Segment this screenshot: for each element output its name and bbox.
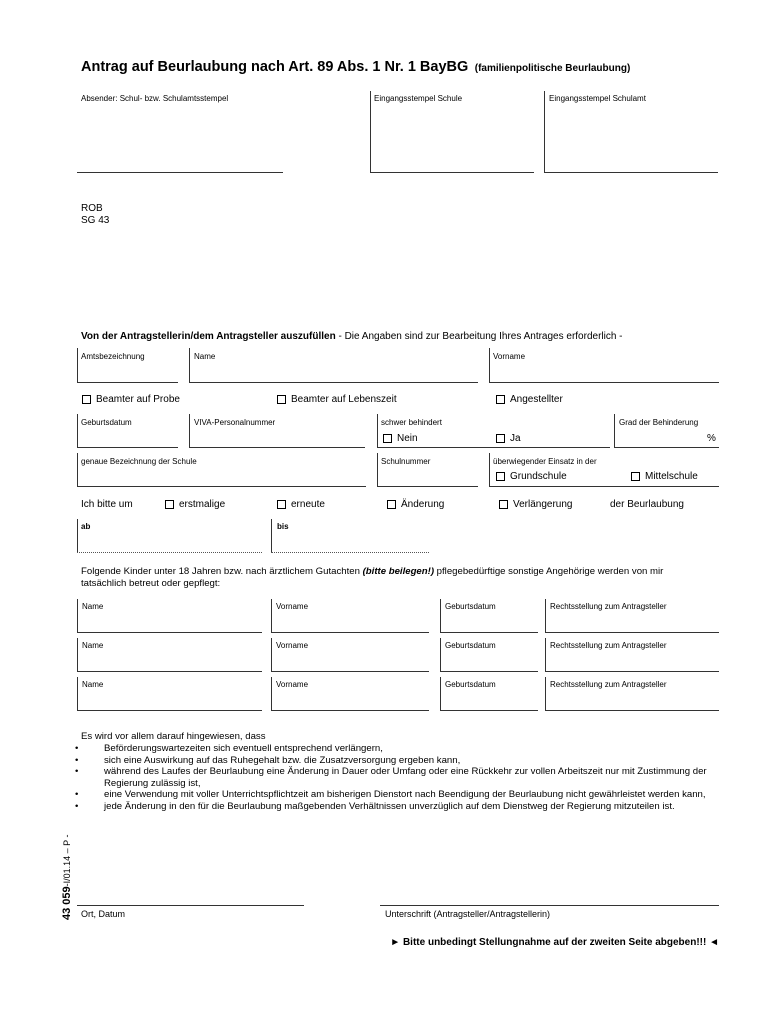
aenderung-checkbox[interactable] [387, 500, 396, 509]
vorname-field[interactable] [489, 382, 719, 383]
form-title-sub: (familienpolitische Beurlaubung) [474, 63, 631, 74]
child-geburtsdatum-border [440, 638, 441, 672]
place-date-label: Ort, Datum [81, 909, 126, 919]
nein-label: Nein [397, 433, 418, 444]
viva-label: VIVA-Personalnummer [194, 418, 276, 427]
grad-border [614, 414, 615, 448]
child-vorname-label: Vorname [276, 602, 309, 611]
school-stamp-left-border [370, 91, 371, 172]
child-geburtsdatum-field[interactable] [440, 632, 538, 633]
notes-intro: Es wird vor allem darauf hingewiesen, dass [81, 731, 266, 742]
percent-sign: % [707, 433, 716, 444]
child-rechtsstellung-label: Rechtsstellung zum Antragsteller [550, 602, 667, 611]
form-code-number: 43 059 [61, 886, 73, 920]
ja-label: Ja [510, 433, 521, 444]
child-name-border [77, 599, 78, 633]
child-rechtsstellung-label: Rechtsstellung zum Antragsteller [550, 641, 667, 650]
bis-field[interactable] [271, 552, 429, 553]
mittelschule-label: Mittelschule [645, 471, 698, 482]
school-stamp-line [370, 172, 534, 173]
child-rechtsstellung-field[interactable] [545, 710, 719, 711]
aenderung-label: Änderung [401, 499, 445, 510]
recipient-line-2: SG 43 [81, 215, 110, 226]
section-heading-bold: Von der Antragstellerin/dem Antragsteller auszufüllen [81, 331, 336, 342]
form-title-main: Antrag auf Beurlaubung nach Art. 89 Abs. 1 Nr. 1 BayBG [81, 59, 469, 75]
child-rechtsstellung-field[interactable] [545, 632, 719, 633]
second-page-note: ► Bitte unbedingt Stellungnahme auf der zweiten Seite abgeben!!! ◄ [390, 937, 719, 948]
viva-field[interactable] [189, 447, 365, 448]
children-intro-line-2: tatsächlich betreut oder gepflegt: [81, 577, 221, 589]
child-rechtsstellung-border [545, 599, 546, 633]
child-vorname-field[interactable] [271, 710, 429, 711]
office-stamp-left-border [544, 91, 545, 172]
schwer-behindert-line [377, 447, 610, 448]
child-geburtsdatum-label: Geburtsdatum [445, 641, 496, 650]
signature-field[interactable] [380, 905, 719, 906]
einsatz-border [489, 453, 490, 487]
form-code-rest: -I/01.14 – P - [62, 834, 72, 887]
office-stamp-label: Eingangsstempel Schulamt [549, 94, 646, 103]
form-title [81, 58, 630, 76]
child-vorname-border [271, 599, 272, 633]
amtsbezeichnung-label: Amtsbezeichnung [81, 352, 145, 361]
child-name-label: Name [82, 602, 104, 611]
ab-field[interactable] [77, 552, 262, 553]
viva-border [189, 414, 190, 448]
schule-border [77, 453, 78, 487]
grad-field[interactable] [614, 447, 719, 448]
form-code [62, 834, 73, 920]
bis-label: bis [277, 522, 289, 531]
name-border [189, 348, 190, 383]
request-suffix: der Beurlaubung [610, 499, 684, 510]
vorname-border [489, 348, 490, 383]
amtsbezeichnung-border [77, 348, 78, 383]
section-heading-rest: - Die Angaben sind zur Bearbeitung Ihres Antrages erforderlich - [335, 331, 623, 342]
bis-border [271, 519, 272, 553]
list-item: • sich eine Auswirkung auf das Ruhegehalt bzw. die Zusatzversorgung ergeben kann, [75, 755, 715, 767]
section-heading [81, 331, 623, 342]
office-stamp-line [544, 172, 718, 173]
child-name-field[interactable] [77, 671, 262, 672]
schwer-behindert-border [377, 414, 378, 448]
child-rechtsstellung-border [545, 638, 546, 672]
einsatz-label: überwiegender Einsatz in der [493, 457, 597, 466]
notes-list [75, 743, 715, 812]
child-geburtsdatum-label: Geburtsdatum [445, 680, 496, 689]
child-vorname-border [271, 677, 272, 711]
child-name-field[interactable] [77, 632, 262, 633]
child-name-border [77, 677, 78, 711]
child-vorname-label: Vorname [276, 680, 309, 689]
children-intro-line-1 [81, 566, 663, 578]
angestellter-label: Angestellter [510, 394, 563, 405]
child-vorname-label: Vorname [276, 641, 309, 650]
beamter-auf-probe-checkbox[interactable] [82, 395, 91, 404]
erneute-checkbox[interactable] [277, 500, 286, 509]
name-field[interactable] [189, 382, 478, 383]
schulnummer-border [377, 453, 378, 487]
school-stamp-label: Eingangsstempel Schule [374, 94, 463, 103]
list-item: • Beförderungswartezeiten sich eventuell entsprechend verlängern, [75, 743, 715, 755]
mittelschule-checkbox[interactable] [631, 472, 640, 481]
ja-checkbox[interactable] [496, 434, 505, 443]
child-geburtsdatum-field[interactable] [440, 671, 538, 672]
schulnummer-label: Schulnummer [381, 457, 431, 466]
erstmalige-checkbox[interactable] [165, 500, 174, 509]
grundschule-checkbox[interactable] [496, 472, 505, 481]
recipient-line-1: ROB [81, 203, 103, 214]
children-intro [81, 566, 663, 589]
erstmalige-label: erstmalige [179, 499, 226, 510]
angestellter-checkbox[interactable] [496, 395, 505, 404]
child-geburtsdatum-border [440, 677, 441, 711]
child-rechtsstellung-field[interactable] [545, 671, 719, 672]
schule-label: genaue Bezeichnung der Schule [81, 457, 197, 466]
list-item: • während des Laufes der Beurlaubung eine Änderung in Dauer oder Umfang oder eine Rückkehr zur vollen Arbeitszeit nur mit Zustimmung der Regierung zulässig ist, [75, 766, 715, 789]
einsatz-line [489, 486, 719, 487]
geburtsdatum-label: Geburtsdatum [81, 418, 132, 427]
ab-border [77, 519, 78, 553]
child-vorname-field[interactable] [271, 671, 429, 672]
children-intro-emphasis: (bitte beilegen!) [362, 566, 435, 577]
grad-label: Grad der Behinderung [619, 418, 699, 427]
beamter-auf-probe-label: Beamter auf Probe [96, 394, 180, 405]
child-name-label: Name [82, 641, 104, 650]
place-date-field[interactable] [77, 905, 304, 906]
child-geburtsdatum-border [440, 599, 441, 633]
child-name-field[interactable] [77, 710, 262, 711]
schwer-behindert-label: schwer behindert [381, 418, 442, 427]
list-item: • jede Änderung in den für die Beurlaubung maßgebenden Verhältnissen unverzüglich auf dem Dienstweg der Regierung mitzuteilen ist. [75, 801, 715, 813]
verlaengerung-checkbox[interactable] [499, 500, 508, 509]
child-vorname-field[interactable] [271, 632, 429, 633]
child-geburtsdatum-field[interactable] [440, 710, 538, 711]
geburtsdatum-field[interactable] [77, 447, 178, 448]
nein-checkbox[interactable] [383, 434, 392, 443]
child-name-border [77, 638, 78, 672]
erneute-label: erneute [291, 499, 325, 510]
beamter-auf-lebenszeit-checkbox[interactable] [277, 395, 286, 404]
ab-label: ab [81, 522, 91, 531]
child-rechtsstellung-label: Rechtsstellung zum Antragsteller [550, 680, 667, 689]
schulnummer-field[interactable] [377, 486, 478, 487]
child-name-label: Name [82, 680, 104, 689]
list-item: • eine Verwendung mit voller Unterrichtspflichtzeit am bisherigen Dienstort nach Beendigung der Beurlaubung nicht gewährleistet werden kann, [75, 789, 715, 801]
geburtsdatum-border [77, 414, 78, 448]
sender-stamp-line [77, 172, 283, 173]
children-intro-before: Folgende Kinder unter 18 Jahren bzw. nach ärztlichem Gutachten [81, 566, 363, 577]
name-label: Name [194, 352, 216, 361]
request-prefix: Ich bitte um [81, 499, 133, 510]
signature-label: Unterschrift (Antragsteller/Antragstellerin) [385, 909, 551, 919]
children-intro-after: pflegebedürftige sonstige Angehörige werden von mir [434, 566, 664, 577]
grundschule-label: Grundschule [510, 471, 567, 482]
sender-stamp-label: Absender: Schul- bzw. Schulamtsstempel [81, 94, 229, 103]
vorname-label: Vorname [493, 352, 526, 361]
child-vorname-border [271, 638, 272, 672]
beamter-auf-lebenszeit-label: Beamter auf Lebenszeit [291, 394, 397, 405]
amtsbezeichnung-field[interactable] [77, 382, 178, 383]
child-geburtsdatum-label: Geburtsdatum [445, 602, 496, 611]
child-rechtsstellung-border [545, 677, 546, 711]
schule-field[interactable] [77, 486, 366, 487]
verlaengerung-label: Verlängerung [513, 499, 573, 510]
